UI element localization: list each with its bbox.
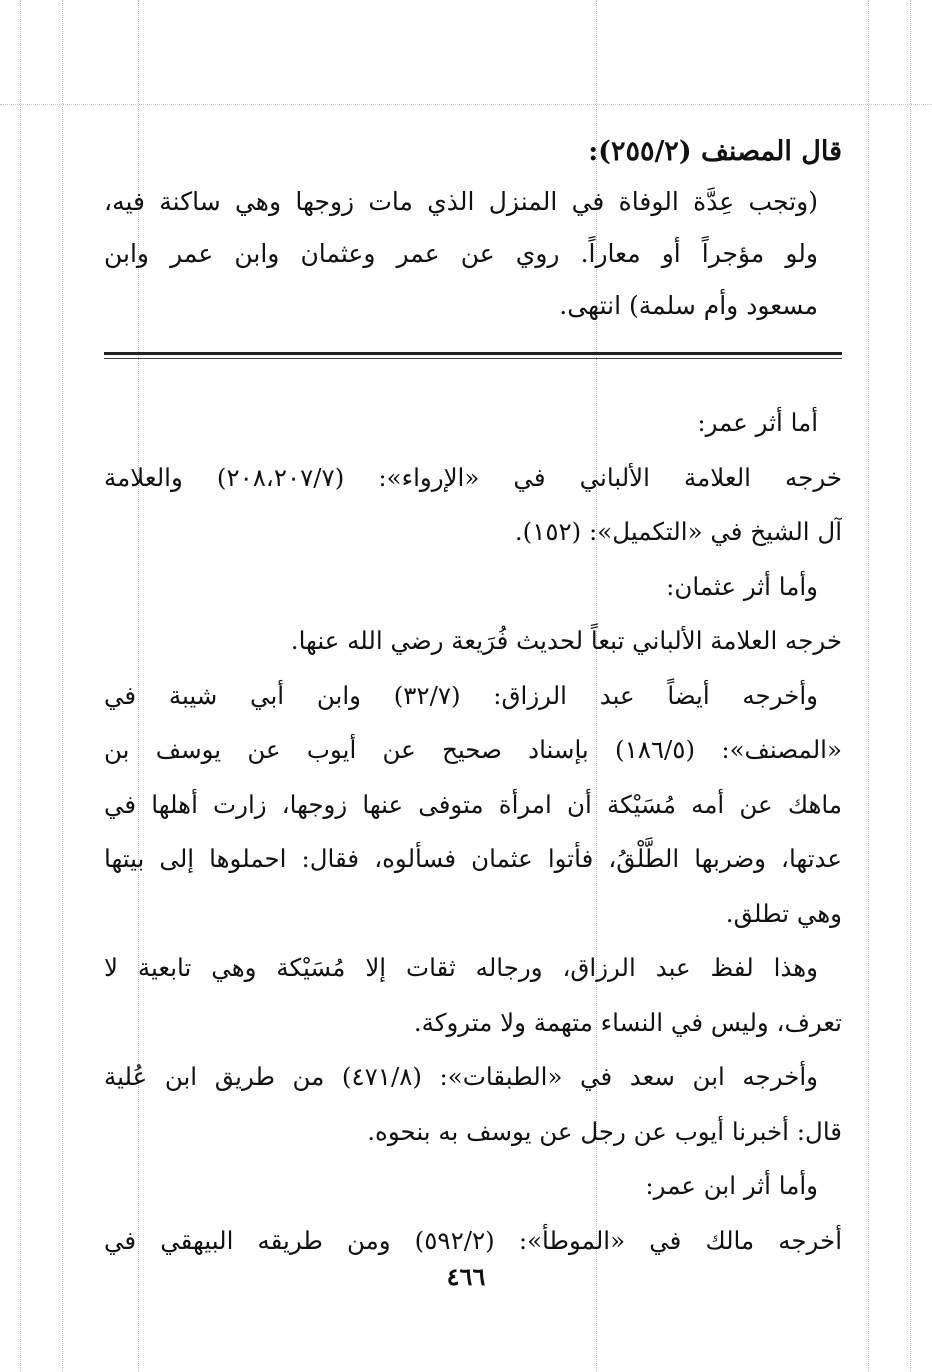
section-heading: أما أثر عمر:	[697, 408, 818, 437]
body-line: وأخرجه أيضاً عبد الرزاق: (٣٢/٧) وابن أبي شيبة في	[104, 680, 818, 710]
body-line: تعرف، وليس في النساء متهمة ولا متروكة.	[413, 1007, 842, 1037]
body-line: ماهك عن أمه مُسَيْكة أن امرأة متوفى عنها زوجها، زارت أهلها في	[104, 789, 842, 819]
document-page	[104, 0, 842, 1372]
body-line: آل الشيخ في «التكميل»: (١٥٢).	[514, 517, 842, 546]
body-line: وهذا لفظ عبد الرزاق، ورجاله ثقات إلا مُسَيْكة وهي تابعية لا	[104, 953, 818, 982]
page-number: ٤٦٦	[446, 1262, 486, 1291]
divider-thin-rule	[104, 358, 842, 359]
divider-thick-rule	[104, 352, 842, 355]
guide-line	[868, 0, 869, 1372]
body-line: أخرجه مالك في «الموطأ»: (٥٩٢/٢) ومن طريقه البيهقي في	[104, 1225, 842, 1255]
section-divider	[104, 352, 842, 361]
guide-line	[62, 0, 63, 1372]
body-line: وهي تطلق.	[725, 898, 842, 928]
section-heading: وأما أثر عثمان:	[666, 571, 818, 601]
guide-line	[20, 0, 21, 1372]
body-line: عدتها، وضربها الطَّلْقُ، فأتوا عثمان فسألوه، فقال: احملوها إلى بيتها	[104, 844, 842, 873]
body-line: «المصنف»: (١٨٦/٥) بإسناد صحيح عن أيوب عن يوسف بن	[104, 735, 842, 764]
section-heading: وأما أثر ابن عمر:	[645, 1171, 818, 1200]
body-line: قال: أخبرنا أيوب عن رجل عن يوسف به بنحوه.	[367, 1116, 842, 1146]
author-heading: قال المصنف (٢٥٥/٢):	[588, 136, 842, 167]
commentary-body	[104, 396, 842, 1268]
quote-line: (وتجب عِدَّة الوفاة في المنزل الذي مات زوجها وهي ساكنة فيه،	[104, 187, 818, 216]
author-quote-block	[104, 128, 842, 332]
body-line: خرجه العلامة الألباني تبعاً لحديث فُرَيعة رضي الله عنها.	[290, 626, 842, 655]
guide-line	[910, 0, 911, 1372]
body-line: خرجه العلامة الألباني في «الإرواء»: (٢٠٨،٢٠٧/٧) والعلامة	[104, 462, 842, 492]
quote-line: مسعود وأم سلمة) انتهى.	[559, 291, 818, 320]
body-line: وأخرجه ابن سعد في «الطبقات»: (٤٧١/٨) من طريق ابن عُلية	[104, 1062, 818, 1091]
quote-line: ولو مؤجراً أو معاراً. روي عن عمر وعثمان وابن عمر وابن	[104, 239, 818, 268]
